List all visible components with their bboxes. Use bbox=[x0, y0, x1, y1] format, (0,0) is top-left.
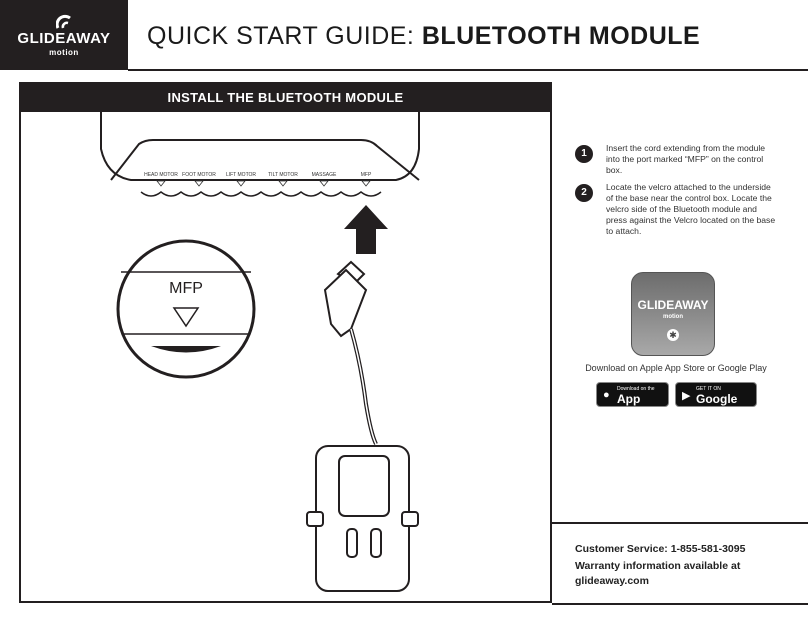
step-number: 1 bbox=[575, 145, 593, 163]
port-label: FOOT MOTOR bbox=[182, 172, 216, 178]
app-icon-brand: GLIDEAWAY bbox=[637, 298, 709, 312]
zoom-detail bbox=[118, 241, 254, 377]
contact-divider bbox=[552, 522, 808, 524]
google-play-badge[interactable] bbox=[675, 382, 757, 420]
title-main: BLUETOOTH MODULE bbox=[421, 22, 701, 50]
bluetooth-module bbox=[307, 446, 418, 591]
google-small: GET IT ON bbox=[696, 386, 721, 392]
play-icon: ▶ bbox=[682, 390, 691, 402]
header-divider bbox=[128, 69, 808, 71]
app-icon-sub: motion bbox=[663, 314, 683, 320]
logo-mark-icon bbox=[56, 14, 72, 30]
appstore-big: App Store bbox=[617, 392, 648, 420]
step-text: Locate the velcro attached to the underside of the base near the control box. Locate the velcro side of the Bluetooth module and press against the Velcro located on the base to attach. bbox=[606, 182, 776, 236]
control-box bbox=[101, 112, 419, 180]
brand-subtitle: motion bbox=[49, 48, 79, 57]
panel-heading: INSTALL THE BLUETOOTH MODULE bbox=[21, 84, 550, 112]
bluetooth-icon: ✱ bbox=[667, 329, 679, 341]
step-number: 2 bbox=[575, 184, 593, 202]
port-label: LIFT MOTOR bbox=[225, 172, 257, 178]
customer-service: Customer Service: 1-855-581-3095 bbox=[575, 543, 746, 555]
footer-divider bbox=[552, 603, 808, 605]
port-label: HEAD MOTOR bbox=[144, 172, 178, 178]
brand-name: GLIDEAWAY bbox=[17, 30, 111, 47]
zoom-mfp-label: MFP bbox=[169, 280, 203, 297]
up-arrow-icon bbox=[344, 205, 388, 254]
step-text: Insert the cord extending from the module into the port marked “MFP” on the control box. bbox=[606, 143, 766, 175]
website-link[interactable]: glideaway.com bbox=[575, 575, 649, 587]
install-illustration bbox=[21, 84, 550, 601]
apple-icon: ● bbox=[603, 389, 610, 401]
cable-plug bbox=[325, 262, 376, 444]
warranty-info: Warranty information available at bbox=[575, 560, 741, 572]
brand-logo bbox=[0, 0, 128, 70]
install-panel bbox=[19, 82, 552, 603]
appstore-small: Download on the bbox=[617, 386, 655, 392]
google-big: Google Play bbox=[696, 392, 738, 420]
app-store-badge[interactable] bbox=[596, 382, 669, 420]
page-title bbox=[147, 22, 700, 51]
port-label: MFP bbox=[360, 172, 372, 178]
port-triangles bbox=[157, 181, 370, 186]
app-icon[interactable] bbox=[631, 272, 715, 356]
port-label: TILT MOTOR bbox=[268, 172, 298, 178]
port-label: MASSAGE bbox=[311, 172, 337, 178]
port-sockets bbox=[141, 192, 381, 196]
download-text: Download on Apple App Store or Google Play bbox=[585, 363, 767, 373]
title-prefix: QUICK START GUIDE: bbox=[147, 22, 422, 50]
